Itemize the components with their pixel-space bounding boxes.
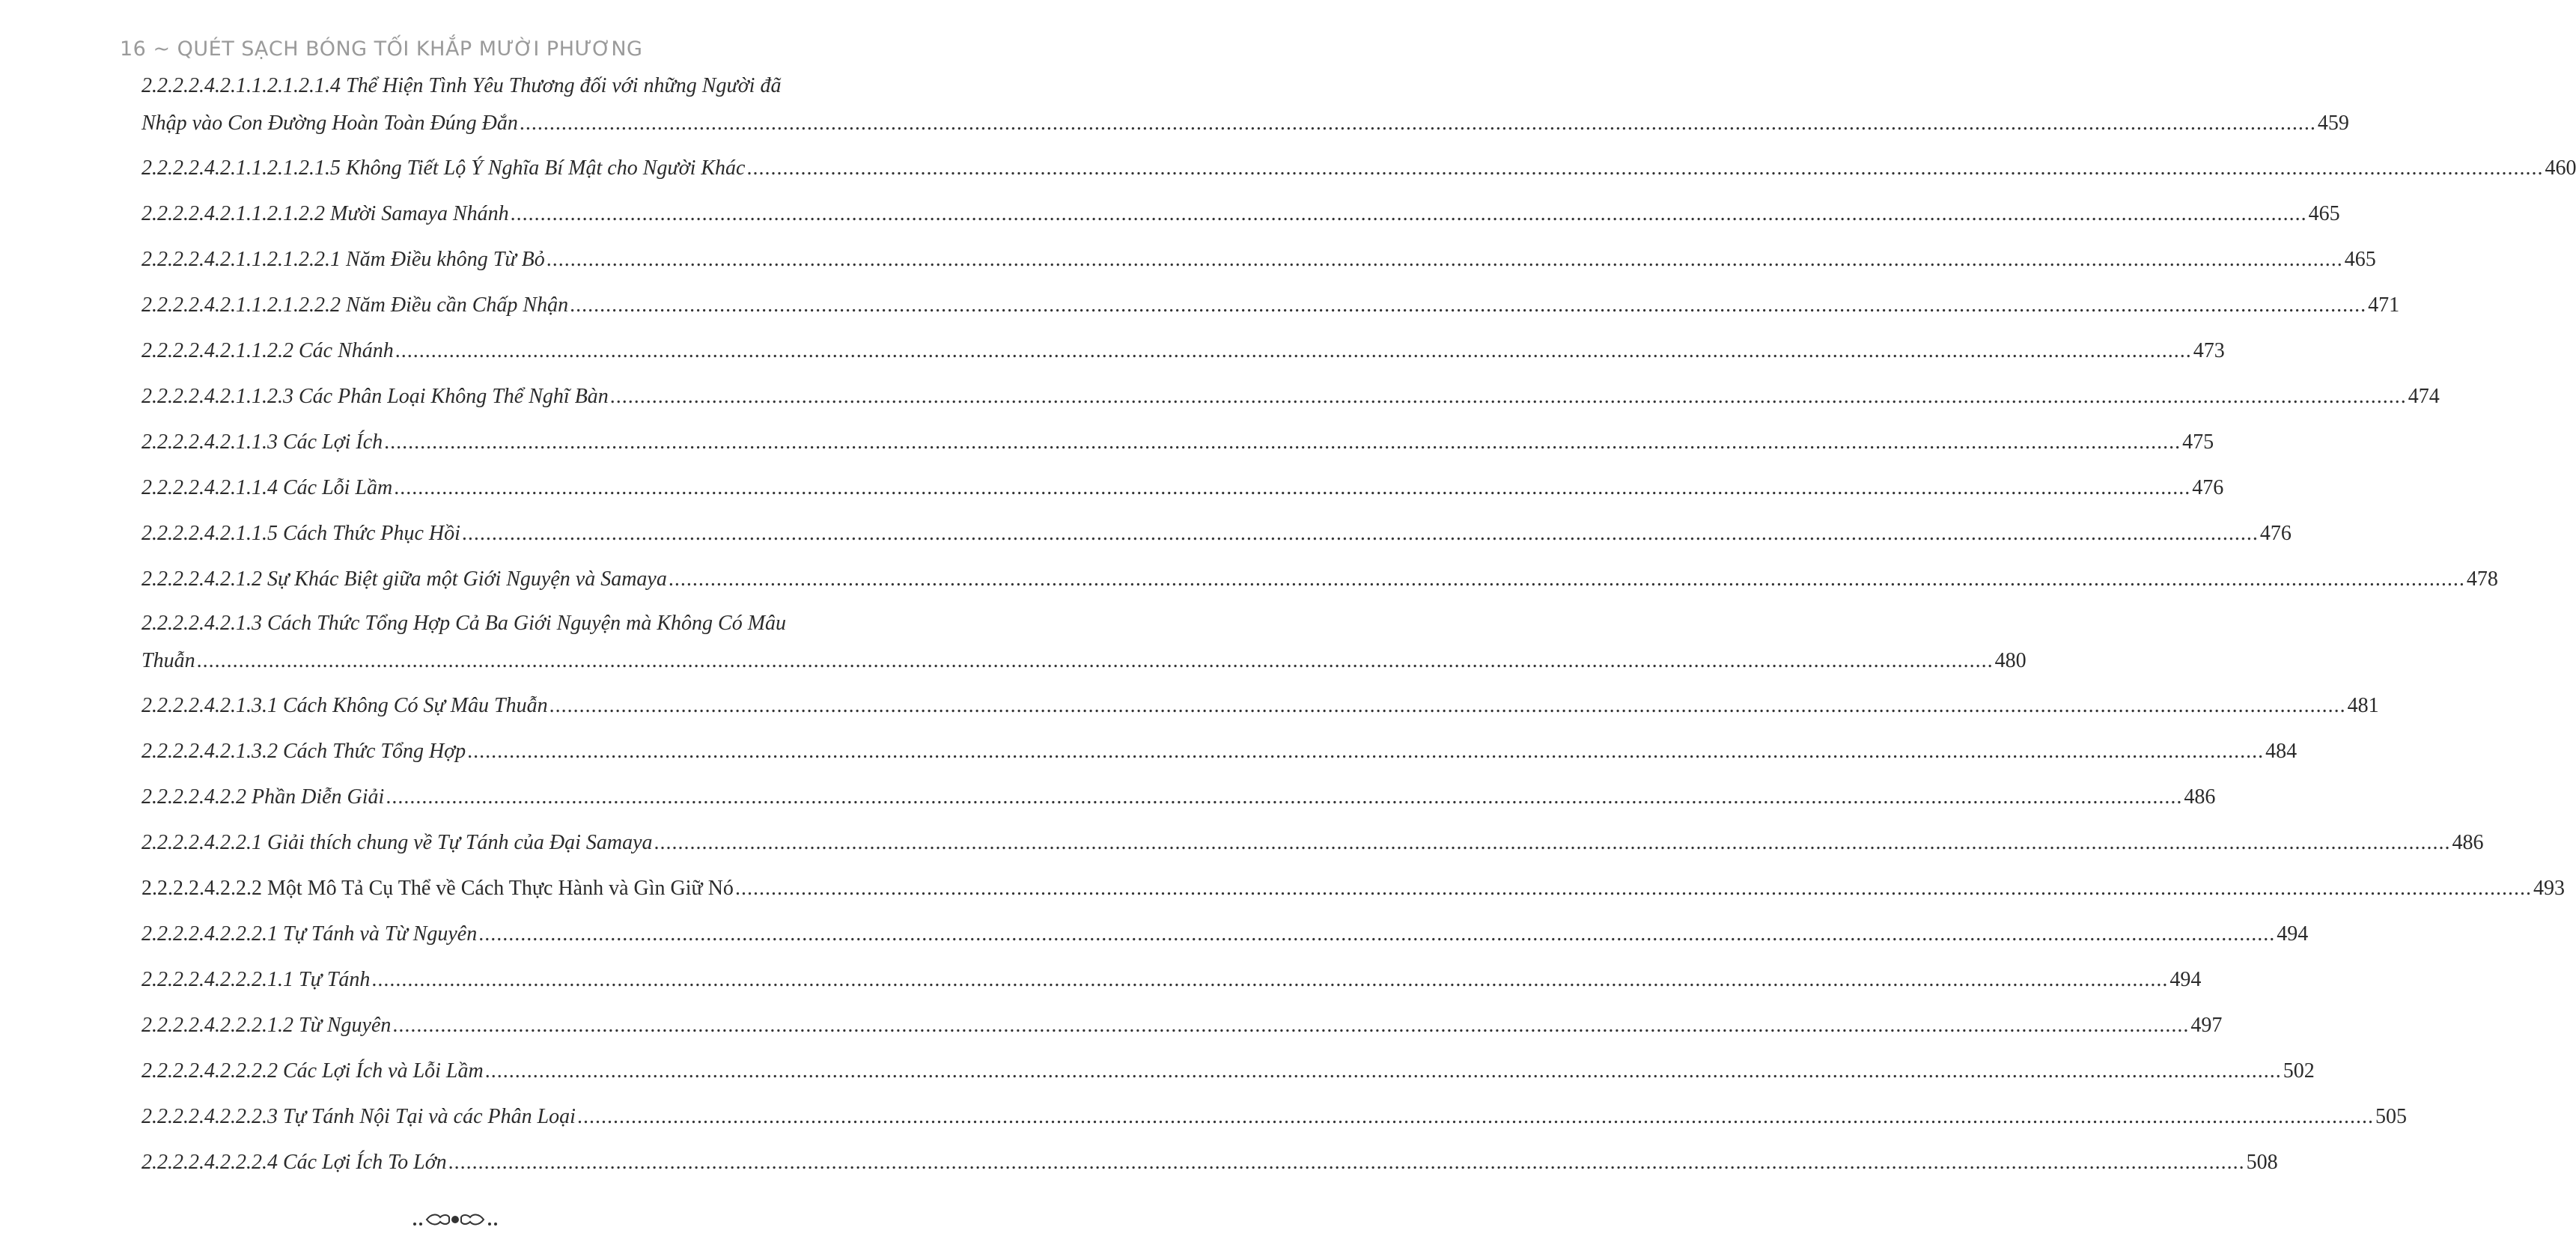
toc-entry	[141, 1094, 2407, 1139]
dot-leader: ............................................................................................................................................................................................................................................................................................................	[394, 476, 2191, 499]
dot-leader: ............................................................................................................................................................................................................................................................................................................	[371, 968, 2169, 991]
toc-entry-title: 2.2.2.2.4.2.2.2.1.1 Tự Tánh	[141, 968, 371, 991]
vajra-ornament-icon	[410, 1208, 500, 1231]
toc-entry	[141, 465, 2224, 511]
toc-entry-title: 2.2.2.2.4.2.2 Phần Diễn Giải	[141, 785, 385, 809]
dot-leader: ............................................................................................................................................................................................................................................................................................................	[392, 1014, 2190, 1037]
dot-leader: ............................................................................................................................................................................................................................................................................................................	[384, 430, 2181, 454]
toc-entry	[141, 1048, 2315, 1094]
toc-page-number: 493	[2533, 877, 2565, 900]
dot-leader: ............................................................................................................................................................................................................................................................................................................	[734, 877, 2532, 900]
dot-leader: ............................................................................................................................................................................................................................................................................................................	[484, 1059, 2282, 1083]
toc-entry	[141, 1002, 2223, 1048]
dot-leader: ............................................................................................................................................................................................................................................................................................................	[467, 740, 2265, 763]
toc-entry-title: 2.2.2.2.4.2.1.1.2.2 Các Nhánh	[141, 339, 394, 362]
toc-entry	[141, 282, 2400, 328]
dot-leader: ............................................................................................................................................................................................................................................................................................................	[609, 385, 2407, 408]
toc-entry-title: 2.2.2.2.4.2.1.1.2.3 Các Phân Loại Không Thể Nghĩ Bàn	[141, 385, 609, 408]
toc-entry	[141, 419, 2214, 465]
toc-entry-title: 2.2.2.2.4.2.1.1.2.1.2.1.4 Thể Hiện Tình Yêu Thương đối với những Người đã	[141, 74, 782, 97]
toc-entry-title: 2.2.2.2.4.2.2.2 Một Mô Tả Cụ Thể về Cách Thực Hành và Gìn Giữ Nó	[141, 877, 734, 900]
toc-entry-title: 2.2.2.2.4.2.1.2 Sự Khác Biệt giữa một Giới Nguyện và Samaya	[141, 567, 667, 591]
toc-entry	[141, 911, 2309, 957]
toc-page-number: 508	[2246, 1151, 2278, 1174]
toc-page-number: 497	[2190, 1014, 2223, 1037]
toc-entry	[141, 820, 2484, 865]
toc-page-number: 473	[2193, 339, 2225, 362]
dot-leader: ............................................................................................................................................................................................................................................................................................................	[668, 567, 2465, 591]
dot-leader: ............................................................................................................................................................................................................................................................................................................	[395, 339, 2192, 362]
toc-entry	[141, 237, 2376, 282]
table-of-contents	[141, 64, 2576, 1185]
toc-entry	[141, 865, 2565, 911]
dot-leader: ............................................................................................................................................................................................................................................................................................................	[478, 922, 2276, 946]
dot-leader: ............................................................................................................................................................................................................................................................................................................	[386, 785, 2183, 809]
toc-entry-title: Thuẫn	[141, 649, 195, 672]
toc-entry-title: 2.2.2.2.4.2.1.1.2.1.2.2.2 Năm Điều cần Chấp Nhận	[141, 293, 569, 317]
dot-leader: ............................................................................................................................................................................................................................................................................................................	[654, 831, 2451, 854]
toc-entry	[141, 1139, 2278, 1185]
dot-leader: ............................................................................................................................................................................................................................................................................................................	[746, 156, 2544, 180]
toc-entry-title: 2.2.2.2.4.2.2.2.1 Tự Tánh và Từ Nguyên	[141, 922, 478, 946]
running-header: 16 ~ QUÉT SẠCH BÓNG TỐI KHẮP MƯỜI PHƯƠNG	[120, 37, 643, 61]
toc-entry-title: 2.2.2.2.4.2.2.2.2 Các Lợi Ích và Lỗi Lầm	[141, 1059, 484, 1083]
toc-entry-title: 2.2.2.2.4.2.1.1.2.1.2.1.5 Không Tiết Lộ Ý Nghĩa Bí Mật cho Người Khác	[141, 156, 746, 180]
toc-entry	[141, 683, 2379, 728]
toc-entry	[141, 145, 2576, 191]
toc-page-number: 505	[2375, 1105, 2407, 1128]
toc-entry-title: 2.2.2.2.4.2.2.1 Giải thích chung về Tự Tánh của Đại Samaya	[141, 831, 653, 854]
toc-page-number: 486	[2452, 831, 2484, 854]
toc-page-number: 494	[2277, 922, 2309, 946]
toc-page-number: 480	[1994, 649, 2027, 672]
toc-entry-title: Nhập vào Con Đường Hoàn Toàn Đúng Đắn	[141, 112, 518, 135]
toc-entry-title: 2.2.2.2.4.2.1.1.2.1.2.2 Mười Samaya Nhánh	[141, 202, 509, 225]
toc-entry	[141, 728, 2298, 774]
toc-page-number: 460	[2545, 156, 2576, 180]
toc-entry-title: 2.2.2.2.4.2.2.2.1.2 Từ Nguyên	[141, 1014, 392, 1037]
toc-entry-title: 2.2.2.2.4.2.1.1.5 Cách Thức Phục Hồi	[141, 522, 460, 545]
toc-entry	[141, 602, 2027, 683]
toc-page-number: 465	[2344, 248, 2376, 271]
toc-entry	[141, 957, 2202, 1002]
toc-page-number: 478	[2466, 567, 2498, 591]
dot-leader: ............................................................................................................................................................................................................................................................................................................	[510, 202, 2307, 225]
toc-entry-title: 2.2.2.2.4.2.2.2.4 Các Lợi Ích To Lớn	[141, 1151, 447, 1174]
toc-entry	[141, 374, 2440, 419]
toc-page-number: 494	[2169, 968, 2202, 991]
toc-entry-title: 2.2.2.2.4.2.1.1.2.1.2.2.1 Năm Điều không Từ Bỏ	[141, 248, 545, 271]
dot-leader: ............................................................................................................................................................................................................................................................................................................	[549, 694, 2346, 717]
toc-page-number: 481	[2347, 694, 2379, 717]
dot-leader: ............................................................................................................................................................................................................................................................................................................	[570, 293, 2367, 317]
toc-page-number: 474	[2408, 385, 2440, 408]
toc-page-number: 502	[2283, 1059, 2315, 1083]
dot-leader: ............................................................................................................................................................................................................................................................................................................	[519, 112, 2316, 135]
toc-page-number: 471	[2368, 293, 2400, 317]
toc-page-number: 486	[2184, 785, 2216, 809]
toc-page-number: 459	[2317, 112, 2349, 135]
toc-entry	[141, 511, 2292, 556]
toc-entry	[141, 556, 2498, 602]
dot-leader: ............................................................................................................................................................................................................................................................................................................	[546, 248, 2343, 271]
toc-page-number: 476	[2192, 476, 2224, 499]
toc-entry	[141, 64, 2349, 145]
toc-entry-title: 2.2.2.2.4.2.1.1.3 Các Lợi Ích	[141, 430, 383, 454]
toc-entry	[141, 328, 2225, 374]
toc-page-number: 475	[2182, 430, 2214, 454]
toc-page-number: 484	[2265, 740, 2298, 763]
toc-page-number: 476	[2259, 522, 2292, 545]
toc-entry	[141, 191, 2340, 237]
toc-entry-title: 2.2.2.2.4.2.1.1.4 Các Lỗi Lầm	[141, 476, 393, 499]
toc-entry-title: 2.2.2.2.4.2.1.3 Cách Thức Tổng Hợp Cả Ba Giới Nguyện mà Không Có Mâu	[141, 612, 787, 635]
dot-leader: ............................................................................................................................................................................................................................................................................................................	[461, 522, 2259, 545]
dot-leader: ............................................................................................................................................................................................................................................................................................................	[448, 1151, 2245, 1174]
toc-entry-title: 2.2.2.2.4.2.1.3.2 Cách Thức Tổng Hợp	[141, 740, 466, 763]
dot-leader: ............................................................................................................................................................................................................................................................................................................	[196, 649, 1994, 672]
toc-entry-title: 2.2.2.2.4.2.2.2.3 Tự Tánh Nội Tại và các Phân Loại	[141, 1105, 576, 1128]
toc-entry	[141, 774, 2216, 820]
toc-entry-title: 2.2.2.2.4.2.1.3.1 Cách Không Có Sự Mâu Thuẫn	[141, 694, 548, 717]
dot-leader: ............................................................................................................................................................................................................................................................................................................	[576, 1105, 2374, 1128]
toc-page-number: 465	[2308, 202, 2340, 225]
